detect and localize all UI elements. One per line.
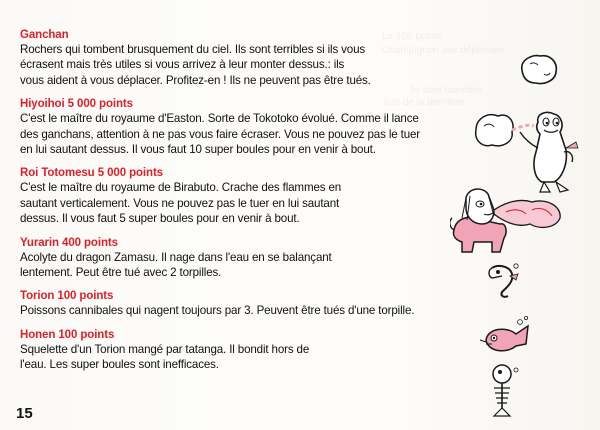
enemy-entry-yurarin [20, 236, 460, 281]
enemy-description: Poissons cannibales qui nagent toujours par 3. Peuvent être tués d'une torpille. [20, 304, 415, 318]
hiyoihoi-illustration [470, 108, 582, 194]
enemy-description: C'est le maître du royaume d'Easton. Sorte de Tokotoko évolué. Comme il lance des ganchans, attention à ne pas vous faire écraser. Vous ne pouvez pas le tuer en lui sautant dessus. Il vous faut 10 super boules pour en venir à bout. [20, 112, 420, 157]
torion-fish-illustration [476, 316, 536, 360]
enemy-title: Ganchan [20, 29, 69, 41]
enemy-entry-hiyoihoi [20, 97, 460, 157]
enemy-title: Roi Totomesu 5 000 points [20, 167, 163, 180]
enemy-description: Rochers qui tombent brusquement du ciel. Ils sont terribles si ils vous écrasent mais très utiles si vous arrivez à leur monter dessus.: ils vous aident à vous déplacer. Profitez-en ! Ils ne peuvent pas être tués. [20, 43, 371, 87]
enemy-description: Squelette d'un Torion mangé par tatanga. Il bondit hors de l'eau. Les super boules sont inefficaces. [20, 342, 310, 372]
page-number: 15 [16, 405, 33, 422]
enemy-entry-torion [20, 289, 460, 318]
enemy-entry-ganchan [20, 28, 460, 88]
enemy-title: Hiyoihoi 5 000 points [20, 98, 133, 111]
enemy-title: Yurarin 400 points [20, 236, 118, 249]
honen-skeleton-illustration [484, 362, 524, 418]
enemy-entry-honen [20, 328, 460, 373]
bleed-through-text: Le 100 points Champignon aux dépenses Ils sont marches lors de la dernière [382, 31, 504, 108]
enemy-title: Torion 100 points [20, 290, 114, 303]
yurarin-seahorse-illustration [482, 262, 522, 300]
enemy-title: Honen 100 points [20, 328, 115, 341]
enemy-description: C'est le maître du royaume de Birabuto. Crache des flammes en sautant verticalement. Vous ne pouvez pas le tuer en lui sautant dessus. Il vous faut 5 super boules pour en venir à bout. [20, 181, 342, 226]
rock-boulder-illustration [518, 52, 560, 86]
enemy-description: Acolyte du dragon Zamasu. Il nage dans l'eau en se balançant lentement. Peut être tué avec 2 torpilles. [20, 250, 332, 280]
enemy-entry-totomesu [20, 166, 460, 226]
totomesu-sphinx-illustration [450, 184, 568, 258]
enemy-list [20, 28, 460, 382]
